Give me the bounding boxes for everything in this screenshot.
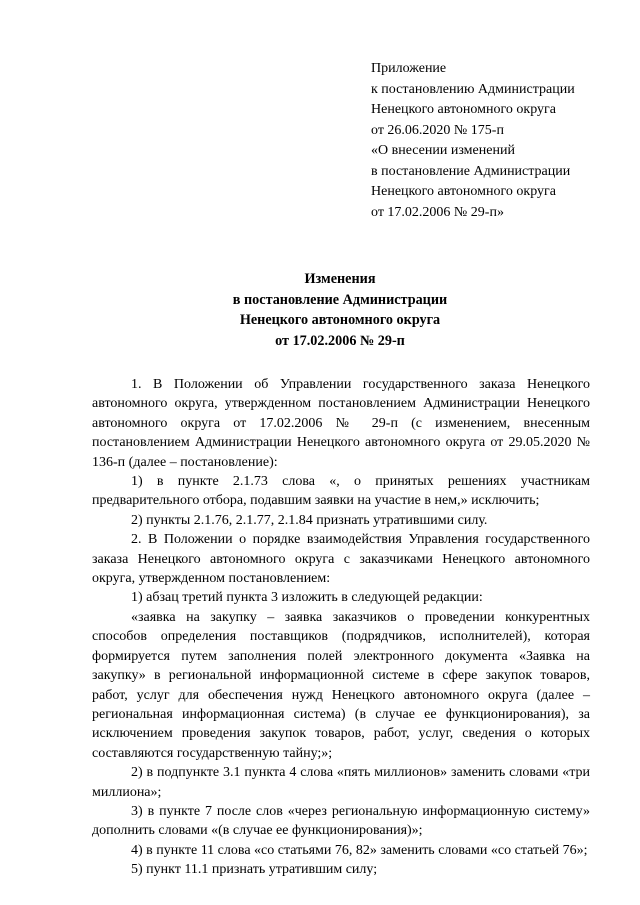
appendix-line: Ненецкого автономного округа	[371, 102, 556, 117]
heading-line: Изменения	[304, 271, 376, 287]
quoted-definition: «заявка на закупку – заявка заказчиков о проведении конкурентных способов определения поставщиков (подрядчиков, исполнителей), которая формируется путем заполнения полей электронного документа «Заявка на закупку» в региональной информационной системе в сфере закупок товаров, работ, услуг для обеспечения нужд Ненецкого автономного округа (далее – региональная информационная система) (в случае ее функционирования), за исключением проведения закупок товаров, работ, услуг, сведения о которых составляются государственную тайну;»;	[92, 609, 590, 761]
appendix-line: от 17.02.2006 № 29-п»	[371, 204, 504, 220]
appendix-line: от 26.06.2020 № 175-п	[371, 122, 504, 138]
appendix-line: в постановление Администрации	[371, 163, 571, 179]
subparagraph-2-5: 5) пункт 11.1 признать утратившим силу;	[131, 862, 378, 878]
appendix-line: Приложение	[371, 61, 447, 76]
subparagraph-2-2: 2) в подпункте 3.1 пункта 4 слова «пять миллионов» заменить словами «три миллиона»;	[92, 765, 590, 800]
subparagraph-2-3: 3) в пункте 7 после слов «через региональную информационную систему» дополнить словами «(в случае ее функционирования)»;	[92, 803, 590, 839]
document-heading	[80, 269, 600, 351]
subparagraph-1-2: 2) пункты 2.1.76, 2.1.77, 2.1.84 признать утратившими силу.	[131, 512, 488, 528]
appendix-line: «О внесении изменений	[371, 143, 515, 158]
appendix-line: Ненецкого автономного округа	[371, 184, 556, 199]
document-body	[92, 375, 590, 880]
appendix-block	[371, 59, 631, 223]
heading-line: в постановление Администрации	[232, 291, 448, 308]
heading-line: от 17.02.2006 № 29-п	[275, 332, 405, 349]
paragraph-item-2: 2. В Положении о порядке взаимодействия Управления государственного заказа Ненецкого автономного округа с заказчиками Ненецкого автономного округа, утвержденном постановлением:	[92, 532, 590, 587]
subparagraph-1-1: 1) в пункте 2.1.73 слова «, о принятых решениях участникам предварительного отбора, подавшим заявки на участие в нем,» исключить;	[92, 474, 590, 509]
paragraph-item-1: 1. В Положении об Управлении государственного заказа Ненецкого автономного округа, утвержденном постановлением Администрации Ненецкого автономного округа от 17.02.2006 № 29-п (с изменением, внесенным постановлением Администрации Ненецкого автономного округа от 29.05.2020 № 136-п (далее – постановление):	[92, 377, 590, 470]
subparagraph-2-1: 1) абзац третий пункта 3 изложить в следующей редакции:	[131, 590, 483, 606]
heading-line: Ненецкого автономного округа	[239, 312, 441, 328]
subparagraph-2-4: 4) в пункте 11 слова «со статьями 76, 82» заменить словами «со статьей 76»;	[131, 842, 588, 858]
appendix-line: к постановлению Администрации	[371, 81, 575, 97]
